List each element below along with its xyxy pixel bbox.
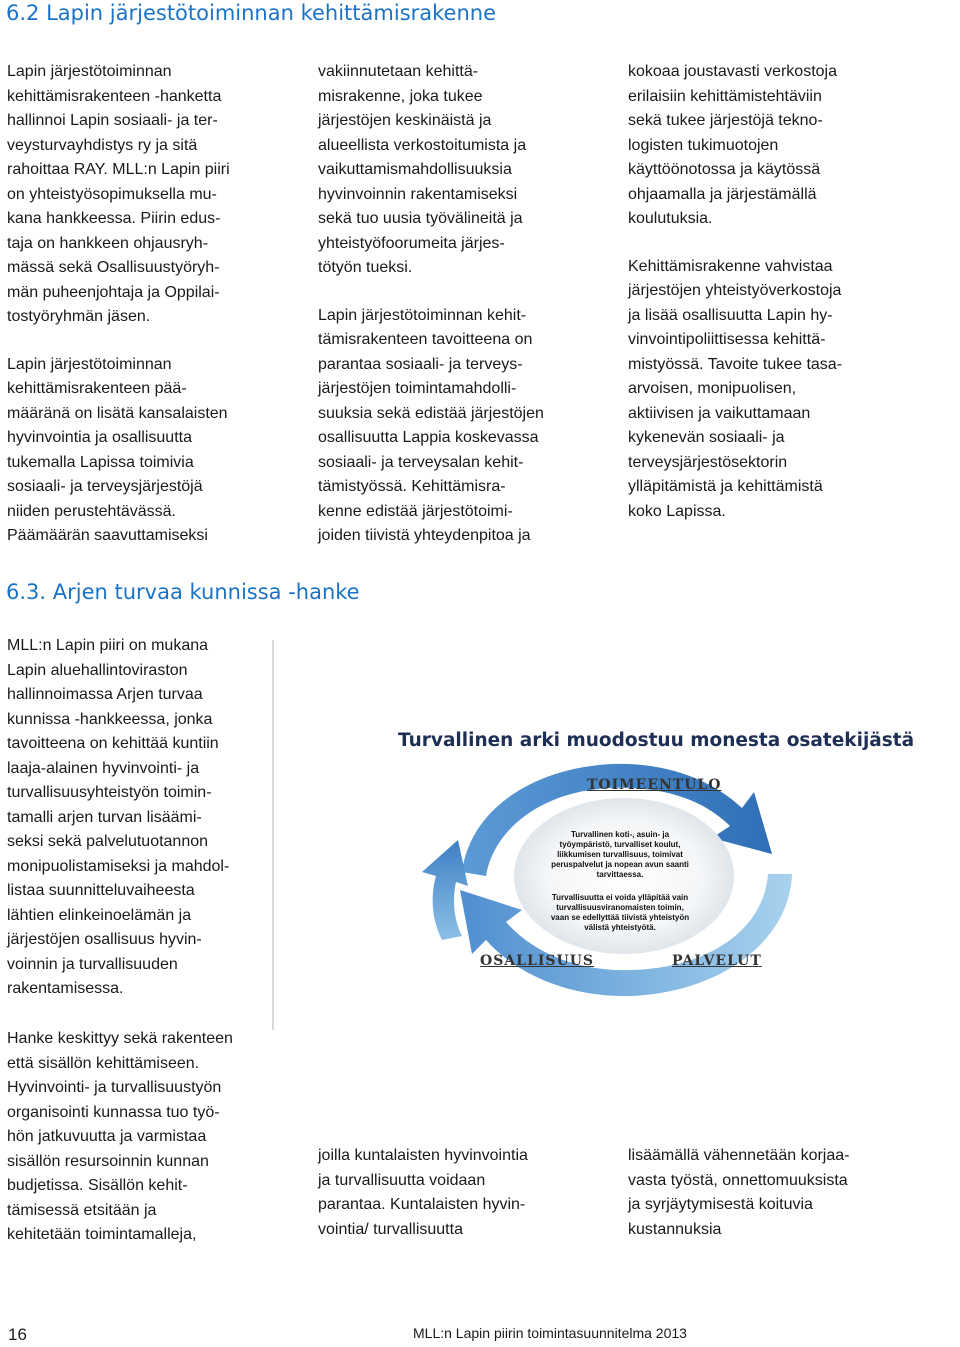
figure-edge xyxy=(272,640,274,1030)
section-heading-6-2: 6.2 Lapin järjestötoiminnan kehittämisrakenne xyxy=(6,1,497,25)
paragraph: kokoaa joustavasti verkostoja erilaisiin kehittämistehtäviin sekä tukee järjestöjä tekno- logisten tukimuotojen käyttöönotossa ja käytössä ohjaamalla ja järjestämällä koulutuksia. xyxy=(628,63,837,227)
text-column-1 xyxy=(7,60,287,549)
text-column-2 xyxy=(318,60,608,549)
label-toimeentulo: TOIMEENTULO xyxy=(587,777,722,793)
diagram-note: Turvallisuutta ei voida ylläpitää vain turvallisuusviranomaisten toimin, vaan se edellyttää tiivistä yhteistyön välistä yhteistyötä. xyxy=(550,893,690,932)
page-number: 16 xyxy=(8,1325,27,1344)
diagram-title: Turvallinen arki muodostuu monesta osatekijästä xyxy=(398,730,915,751)
paragraph: Lapin järjestötoiminnan kehittämisrakenteen -hanketta hallinnoi Lapin sosiaali- ja ter- veysturvayhdistys ry ja sitä rahoittaa RAY. MLL:n Lapin piiri on yhteistyösopimuksella mu- kana hankkeessa. Piirin edus- taja on hankkeen ohjausryh- mässä sekä Osallisuustyöryh- män puheenjohtaja ja Oppilai- tostyöryhmän jäsen. xyxy=(7,63,230,325)
text-column-7 xyxy=(628,1144,938,1242)
paragraph: lisäämällä vähennetään korjaa- vasta työstä, onnettomuuksista ja syrjäytymisestä koituvia kustannuksia xyxy=(628,1147,850,1238)
text-column-6 xyxy=(318,1144,608,1242)
paragraph: MLL:n Lapin piiri on mukana Lapin aluehallintoviraston hallinnoimassa Arjen turvaa kunnissa -hankkeessa, jonka tavoitteena on kehittää kuntiin laaja-alainen hyvinvointi- ja turvallisuusyhteistyön toimin- tamalli arjen turvan lisäämi- seksi sekä palvelutuotannon monipuolistamiseksi ja mahdol- listaa suunnitteluvaiheesta lähtien elinkeinoelämän ja järjestöjen osallisuus hyvin- voinnin ja turvallisuuden rakentamisessa. xyxy=(7,637,230,997)
paragraph: Lapin järjestötoiminnan kehittämisrakenteen pää- määränä on lisätä kansalaisten hyvinvointia ja osallisuutta tukemalla Lapissa toimivia sosiaali- ja terveysjärjestöjä niiden perustehtävässä. Päämäärän saavuttamiseksi xyxy=(7,355,228,544)
paragraph: Kehittämisrakenne vahvistaa järjestöjen yhteistyöverkostoja ja lisää osallisuutta Lapin hy- vinvointipoliittisessa kehittä- mistyössä. Tavoite tukee tasa- arvoisen, monipuolisen, aktiivisen ja vaikuttamaan kykenevän sosiaali- ja terveysjärjestösektorin ylläpitämistä ja kehittämistä koko Lapissa. xyxy=(628,257,843,520)
arrow-left xyxy=(422,840,468,940)
paragraph: Lapin järjestötoiminnan kehit- tämisrakenteen tavoitteena on parantaa sosiaali- ja terveys- järjestöjen toimintamahdolli- suuksia sekä edistää järjestöjen osallisuutta Lappia koskevassa sosiaali- ja terveysalan kehit- tämistyössä. Kehittämisra- kenne edistää järjestötoimi- joiden tiivistä yhteydenpitoa ja xyxy=(318,306,544,544)
diagram-note: Turvallinen koti-, asuin- ja työympäristö, turvalliset koulut, liikkumisen turvallisuus, toimivat peruspalvelut ja nopean avun saanti tarvittaessa. xyxy=(551,830,689,879)
text-column-5 xyxy=(7,1027,287,1248)
section-heading-6-3: 6.3. Arjen turvaa kunnissa -hanke xyxy=(6,580,360,604)
paragraph: Hanke keskittyy sekä rakenteen että sisällön kehittämiseen. Hyvinvointi- ja turvallisuustyön organisointi kunnassa tuo työ- hön jatkuvuutta ja varmistaa sisällön resursoinnin kunnan budjetissa. Sisällön kehit- tämisessä etsitään ja kehitetään toimintamalleja, xyxy=(7,1030,233,1243)
paragraph: vakiinnutetaan kehittä- misrakenne, joka tukee järjestöjen keskinäistä ja alueellista verkostoitumista ja vaikuttamismahdollisuuksia hyvinvoinnin rakentamiseksi sekä tuo uusia työvälineitä ja yhteistyöfoorumeita järjes- tötyön tueksi. xyxy=(318,63,527,276)
footer-title: MLL:n Lapin piirin toimintasuunnitelma 2013 xyxy=(413,1325,687,1341)
text-column-3 xyxy=(628,60,938,524)
text-column-4 xyxy=(7,634,287,1002)
paragraph: joilla kuntalaisten hyvinvointia ja turvallisuutta voidaan parantaa. Kuntalaisten hyvin- vointia/ turvallisuutta xyxy=(318,1147,528,1238)
label-osallisuus: OSALLISUUS xyxy=(480,953,595,969)
safety-cycle-diagram xyxy=(272,640,958,1030)
label-palvelut: PALVELUT xyxy=(672,953,762,969)
